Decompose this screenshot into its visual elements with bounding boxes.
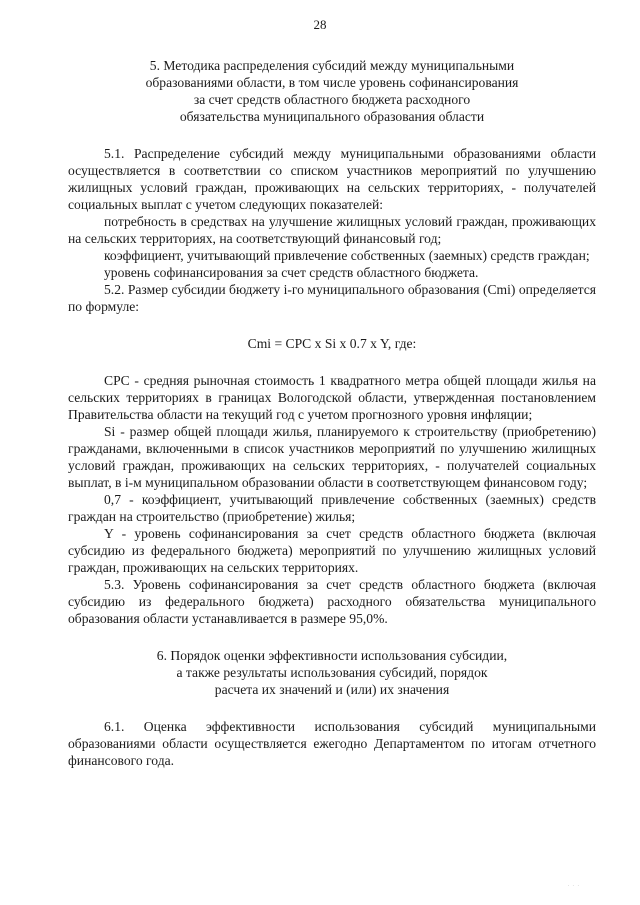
page-number: 28	[313, 17, 327, 32]
definition-si: Si - размер общей площади жилья, планируемого к строительству (приобретению) гражданами, включенными в список участников мероприятий по улучшению жилищных условий граждан, проживающих на сельских территориях, - получателей социальных выплат, в i-м муниципальном образовании области в соответствующем финансовом году;	[68, 424, 596, 490]
paragraph-5-2: 5.2. Размер субсидии бюджету i-го муниципального образования (Cmi) определяется по формуле:	[68, 282, 596, 314]
paragraph-6-1: 6.1. Оценка эффективности использования субсидий муниципальными образованиями области осуществляется ежегодно Департаментом по итогам отчетного финансового года.	[68, 719, 596, 768]
section-5-heading-line: образованиями области, в том числе уровень софинансирования	[145, 75, 519, 90]
section-5-heading-line: за счет средств областного бюджета расходного	[193, 92, 471, 107]
section-6-heading-line: а также результаты использования субсидий, порядок	[176, 665, 488, 680]
paragraph-5-3: 5.3. Уровень софинансирования за счет средств областного бюджета (включая субсидию из федерального бюджета) расходного обязательства муниципального образования области устанавливается в размере 95,0%.	[68, 577, 596, 626]
section-5-heading	[68, 57, 596, 125]
section-5-heading-line: 5. Методика распределения субсидий между муниципальными	[149, 58, 515, 73]
indicator-cofinancing: уровень софинансирования за счет средств областного бюджета.	[104, 265, 479, 280]
definition-cpc: CPC - средняя рыночная стоимость 1 квадратного метра общей площади жилья на сельских территориях в границах Вологодской области, утвержденная постановлением Правительства области на текущий год с учетом прогнозного уровня инфляции;	[68, 373, 596, 422]
indicator-need: потребность в средствах на улучшение жилищных условий граждан, проживающих на сельских территориях, на соответствующий финансовый год;	[68, 214, 596, 246]
document-body	[68, 57, 596, 769]
definition-y: Y - уровень софинансирования за счет средств областного бюджета (включая субсидию из федерального бюджета) мероприятий по улучшению жилищных условий граждан, проживающих на сельских территориях.	[68, 526, 596, 575]
section-5-heading-line: обязательства муниципального образования области	[179, 109, 485, 124]
section-6-heading	[68, 647, 596, 698]
subsidy-formula: Cmi = CPC x Si x 0.7 x Y, где:	[247, 336, 417, 351]
definition-coefficient: 0,7 - коэффициент, учитывающий привлечение собственных (заемных) средств граждан на строительство (приобретение) жилья;	[68, 492, 596, 524]
indicator-coefficient: коэффициент, учитывающий привлечение собственных (заемных) средств граждан;	[104, 248, 590, 263]
section-6-heading-line: расчета их значений и (или) их значения	[214, 682, 450, 697]
scan-mark: · · ·	[567, 884, 580, 889]
section-6-heading-line: 6. Порядок оценки эффективности использования субсидии,	[156, 648, 508, 663]
paragraph-5-1: 5.1. Распределение субсидий между муниципальными образованиями области осуществляется в соответствии со списком участников мероприятий по улучшению жилищных условий граждан, проживающих на сельских территориях, - получателей социальных выплат с учетом следующих показателей:	[68, 146, 596, 212]
